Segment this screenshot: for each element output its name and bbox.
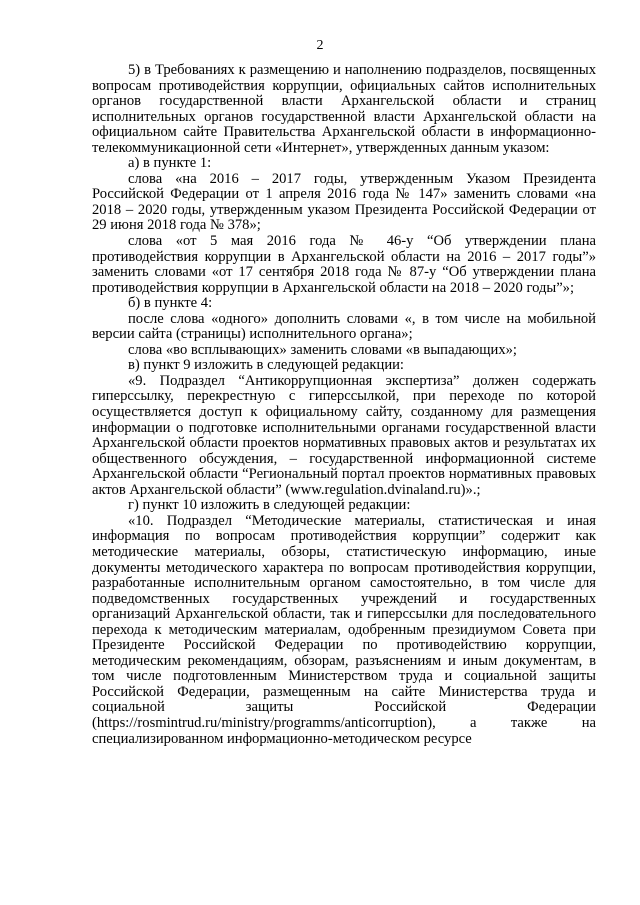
paragraph-subitem-a: а) в пункте 1: [128, 155, 212, 172]
paragraph-dropdown-wording: слова «во всплывающих» заменить словами «в выпадающих»; [128, 341, 517, 358]
paragraph-clause-10: «10. Подраздел “Методические материалы, статистическая и иная информация по вопросам противодействия коррупции” содержит как методические материалы, обзоры, статистическую информацию, иные документы методического характера по вопросам противодействия коррупции, разработанные исполнительным органом самостоятельно, в том числе для подведомственных государственных учреждений и государственных организаций Архангельской области, так и гиперссылки для последовательного перехода к методическим материалам, одобренным президиумом Совета при Президенте Российской Федерации по противодействию коррупции, методическим рекомендациям, обзорам, разъяснениям и иным документам, в том числе подготовленным Министерством труда и социальной защиты Российской Федерации, размещенным на сайте Министерства труда и социальной защиты Российской Федерации (https://rosmintrud.ru/ministry/programms/anticorruption), а также на специализированном информационно-методическом ресурсе [92, 512, 596, 747]
paragraph-subitem-v: в) пункт 9 изложить в следующей редакции: [128, 357, 404, 374]
paragraph-mobile-version: после слова «одного» дополнить словами «, в том числе на мобильной версии сайта (страницы) исполнительного органа»; [92, 310, 596, 343]
paragraph-item-5: 5) в Требованиях к размещению и наполнению подразделов, посвященных вопросам противодействия коррупции, официальных сайтов исполнительных органов государственной власти Архангельской области и страниц исполнительных органов государственной власти Архангельской области на официальном сайте Правительства Архангельской области в информационно-телекоммуникационной сети «Интернет», утвержденных данным указом: [92, 62, 596, 156]
paragraph-replace-plan: слова «от 5 мая 2016 года № 46-у “Об утверждении плана противодействия коррупции в Архангельской области на 2016 – 2017 годы”» заменить словами «от 17 сентября 2018 года № 87-у “Об утверждении плана противодействия коррупции в Архангельской области на 2018 – 2020 годы”»; [92, 233, 596, 296]
paragraph-clause-9: «9. Подраздел “Антикоррупционная экспертиза” должен содержать гиперссылку, перекрестную с гиперссылкой, при переходе по которой осуществляется доступ к официальному сайту, созданному для размещения информации о подготовке исполнительными органами государственной власти Архангельской области проектов нормативных правовых актов и результатах их общественного обсуждения, – государственной информационной системе Архангельской области “Региональный портал проектов нормативных правовых актов Архангельской области” (www.regulation.dvinaland.ru)».; [92, 372, 596, 498]
paragraph-subitem-g: г) пункт 10 изложить в следующей редакции: [128, 497, 411, 514]
document-body [92, 63, 596, 747]
page-number: 2 [316, 38, 324, 53]
paragraph-replace-years: слова «на 2016 – 2017 годы, утвержденным Указом Президента Российской Федерации от 1 апреля 2016 года № 147» заменить словами «на 2018 – 2020 годы, утвержденным указом Президента Российской Федерации от 29 июня 2018 года № 378»; [92, 170, 596, 234]
paragraph-subitem-b: б) в пункте 4: [128, 295, 213, 312]
